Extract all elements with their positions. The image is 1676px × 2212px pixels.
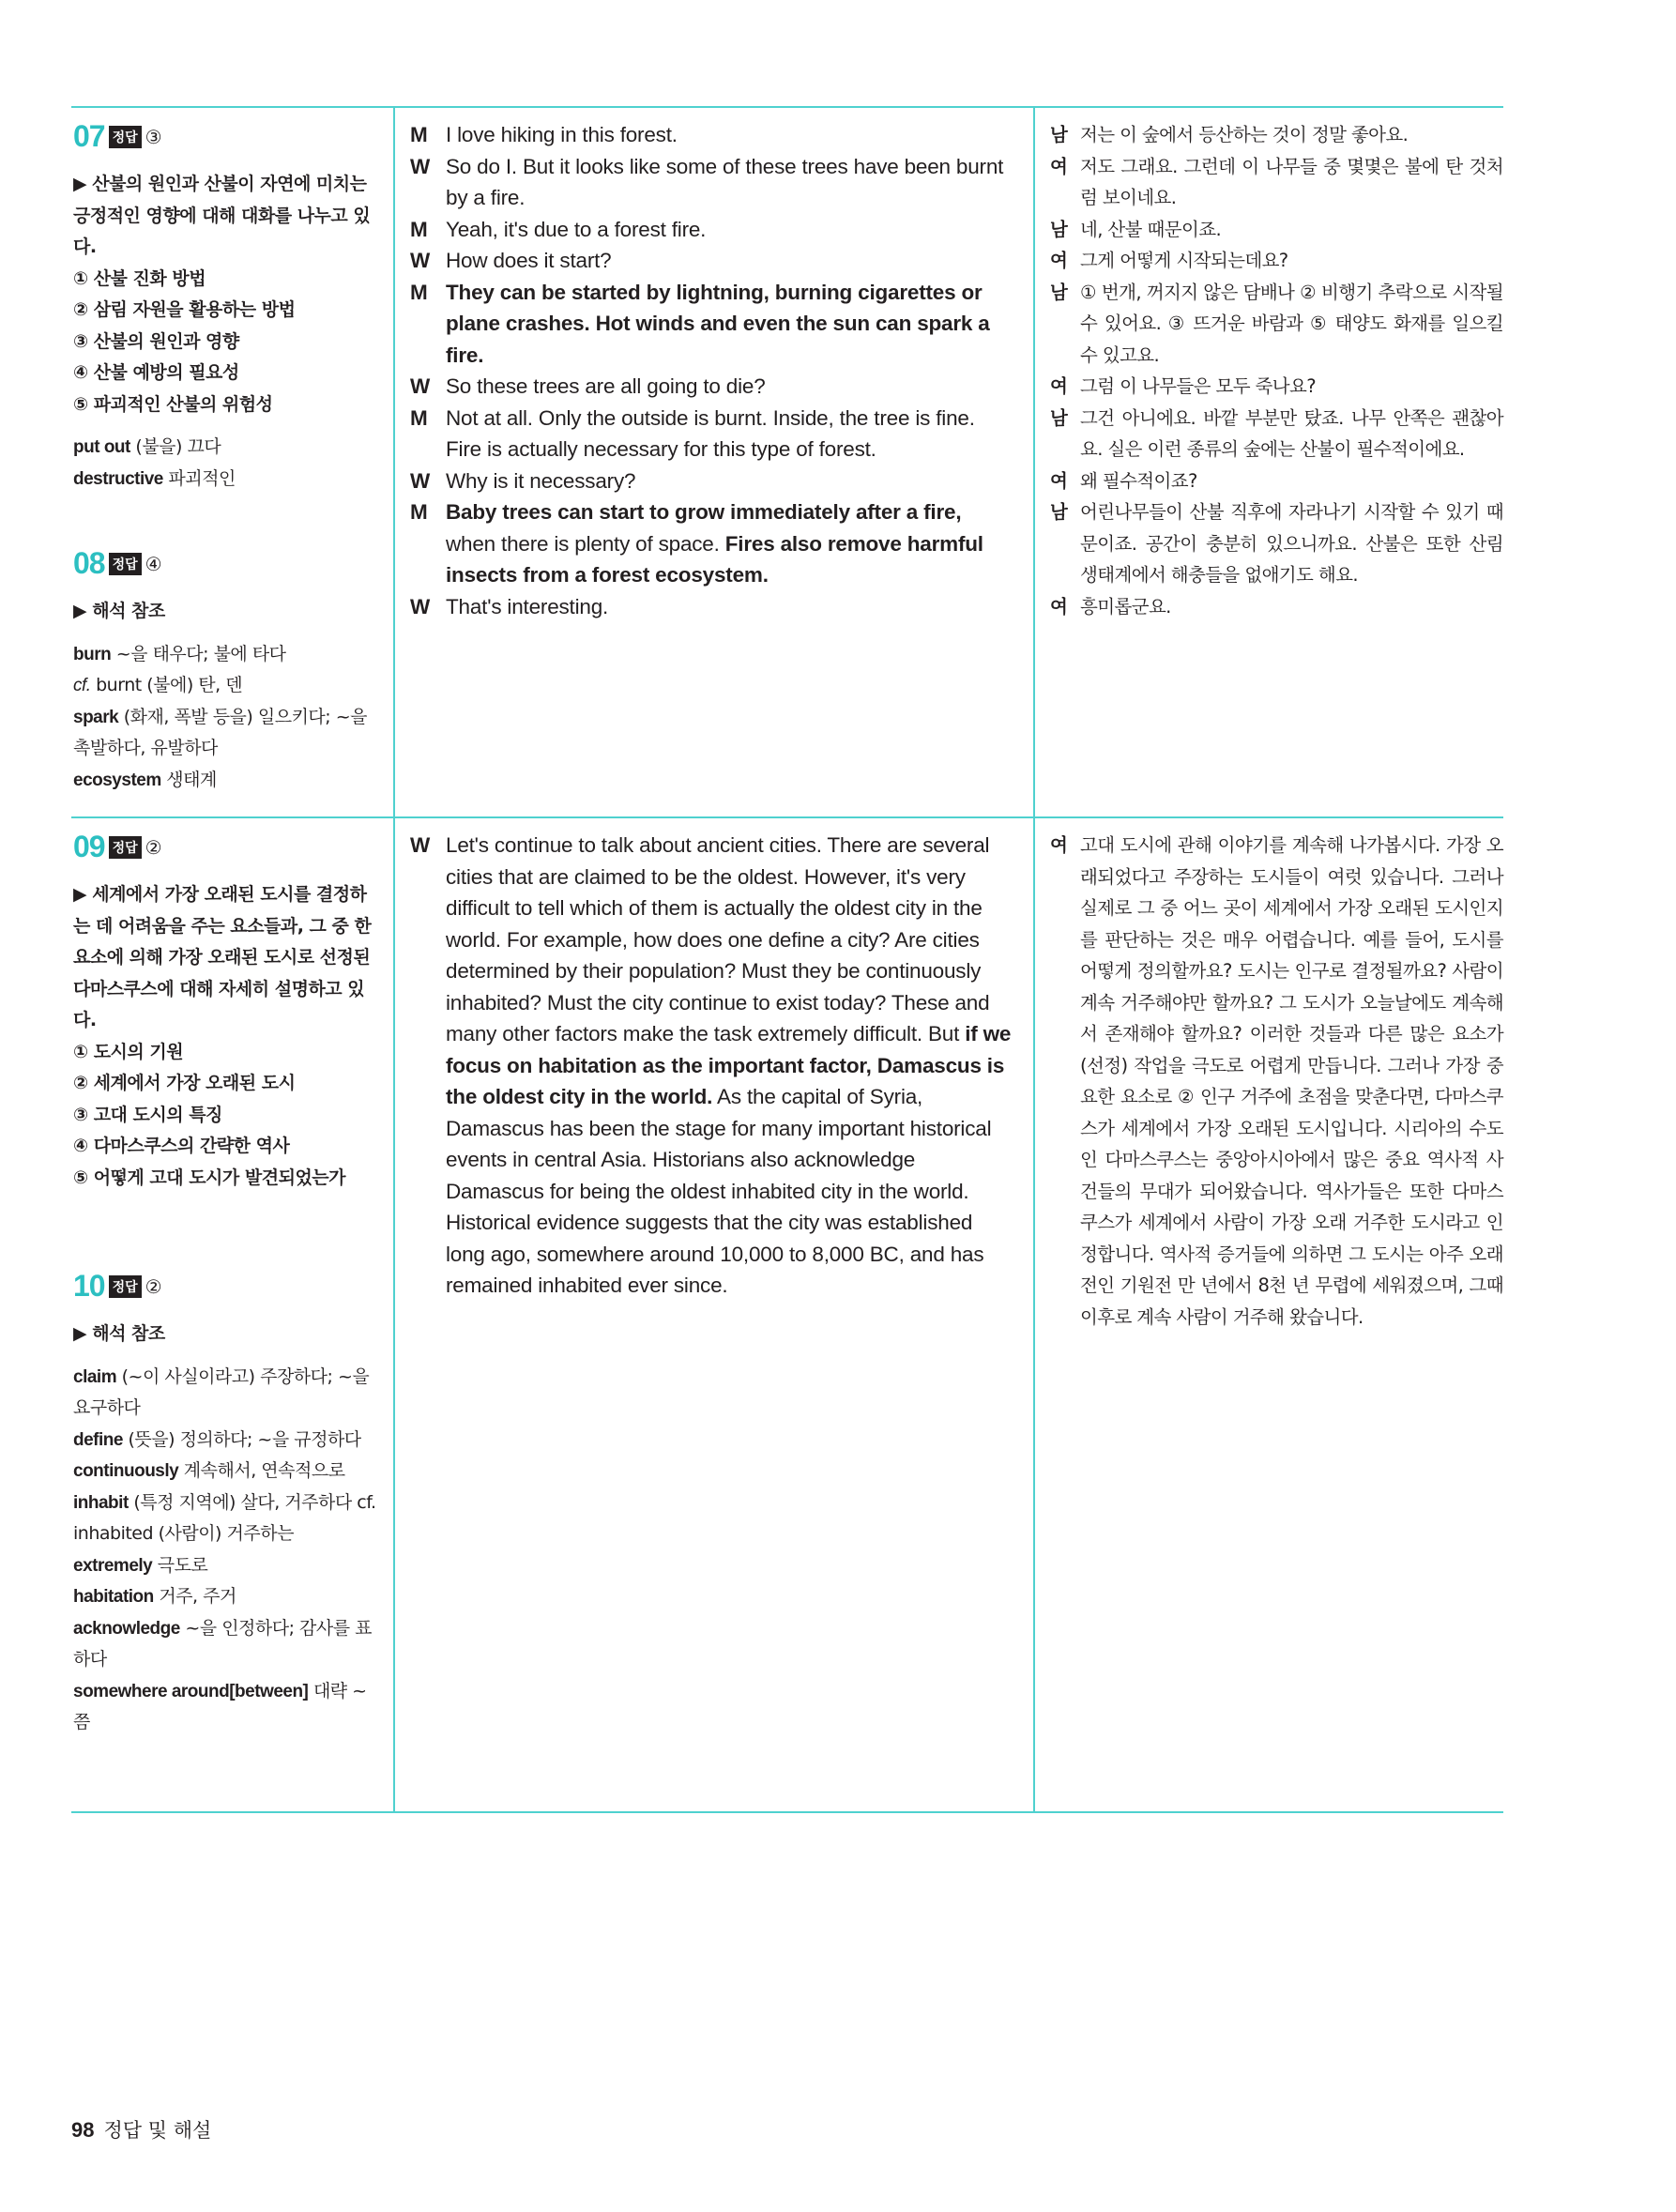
option-item: ④ 산불 예방의 필요성 <box>73 362 239 383</box>
dialogue-line <box>410 277 1014 372</box>
answer-sheet <box>71 106 1503 1813</box>
dialogue-line <box>410 496 1014 591</box>
speaker-label: 여 <box>1050 595 1068 618</box>
translation-text: 저도 그래요. 그런데 이 나무들 중 몇몇은 불에 탄 것처럼 보이네요. <box>1080 155 1503 208</box>
vocab-word: spark <box>73 707 119 727</box>
speaker-label: 여 <box>1050 375 1068 397</box>
answer-badge: 정답 <box>109 836 142 859</box>
speaker-label: M <box>410 123 428 146</box>
dialogue-line <box>410 403 1014 465</box>
speaker-label: W <box>410 249 431 272</box>
dialogue-line <box>410 245 1014 277</box>
question-number: 10 <box>73 1269 105 1303</box>
page-footer <box>71 2115 211 2143</box>
speaker-label: 여 <box>1050 834 1068 856</box>
vocab-meaning: 극도로 <box>157 1554 208 1576</box>
script-column <box>395 108 1035 816</box>
question-header-09 <box>73 830 378 864</box>
vocab-word: extremely <box>73 1555 153 1576</box>
translation-line <box>1050 119 1503 151</box>
vocab-item <box>73 639 378 671</box>
monologue-text: As the capital of Syria, Damascus has been the stage for many important historical events in central Asia. Historians also acknowledge Damascus for being the oldest inhabited city in the world. Historical evidence suggests that the city was established long ago, somewhere around 10,000 to 8,000 BC, and has remained inhabited ever since. <box>446 1085 992 1297</box>
translation-text: 어린나무들이 산불 직후에 자라나기 시작할 수 있기 때문이죠. 공간이 충분히 있으니까요. 산불은 또한 산림 생태계에서 해충들을 없애기도 해요. <box>1080 501 1503 586</box>
translation-text: 흥미롭군요. <box>1080 595 1171 618</box>
dialogue-text: Yeah, it's due to a forest fire. <box>446 217 707 241</box>
explanation-column <box>71 108 395 816</box>
speaker-label: M <box>410 500 428 524</box>
speaker-label: M <box>410 217 428 241</box>
option-item: ④ 다마스쿠스의 간략한 역사 <box>73 1136 290 1156</box>
dialogue-text: I love hiking in this forest. <box>446 123 678 146</box>
question-header-07 <box>73 119 378 154</box>
speaker-label: 남 <box>1050 406 1068 429</box>
option-item: ① 도시의 기원 <box>73 1041 184 1062</box>
vocab-word: put out <box>73 437 130 457</box>
vocab-item <box>73 765 378 797</box>
vocab-item <box>73 702 378 765</box>
dialogue-text: That's interesting. <box>446 594 609 618</box>
vocab-item <box>73 464 378 496</box>
speaker-label: 남 <box>1050 124 1068 145</box>
bottom-divider <box>71 1811 1503 1813</box>
speaker-label: W <box>410 154 431 178</box>
speaker-label: W <box>410 594 431 618</box>
translation-text: 그게 어떻게 시작되는데요? <box>1080 250 1288 271</box>
option-list <box>73 1037 378 1195</box>
dialogue-line <box>410 119 1014 151</box>
vocab-word: cf. <box>73 676 91 695</box>
vocab-word: claim <box>73 1366 117 1387</box>
translation-text: 왜 필수적이죠? <box>1080 469 1197 492</box>
dialogue-line <box>410 371 1014 403</box>
speaker-label: M <box>410 405 428 430</box>
translation-column <box>1035 108 1503 816</box>
answer-mark: ② <box>145 836 162 859</box>
answer-mark: ④ <box>145 553 162 575</box>
question-number: 07 <box>73 119 105 153</box>
vocab-item <box>73 432 378 464</box>
vocab-item <box>73 1550 378 1582</box>
script-column <box>395 818 1035 1811</box>
translation-line <box>1050 496 1503 591</box>
option-item: ⑤ 어떻게 고대 도시가 발견되었는가 <box>73 1167 346 1188</box>
speaker-label: W <box>410 468 431 493</box>
speaker-label: 남 <box>1050 281 1068 303</box>
translation-line <box>1050 277 1503 372</box>
vocab-word: burn <box>73 644 112 664</box>
monologue-text: Let's continue to talk about ancient cities. There are several cities that are claimed to be the oldest. However, it's very difficult to tell which of them is actually the oldest city in the world. For example, how does one define a city? Are cities determined by their population? Must they be continuously inhabited? Must the city continue to exist today? These and many other factors make the task extremely difficult. But <box>446 833 990 1045</box>
vocab-word: ecosystem <box>73 770 161 790</box>
vocab-meaning: ~을 인정하다; 감사를 표하다 <box>73 1617 373 1670</box>
vocab-meaning: 생태계 <box>166 769 217 790</box>
translation-text: 그럼 이 나무들은 모두 죽나요? <box>1080 375 1316 397</box>
row-q07-q08 <box>71 108 1503 816</box>
vocab-list <box>73 432 378 495</box>
vocab-item <box>73 1456 378 1487</box>
translation-text: 저는 이 숲에서 등산하는 것이 정말 좋아요. <box>1080 124 1409 145</box>
translation-text: 고대 도시에 관해 이야기를 계속해 나가봅시다. 가장 오래되었다고 주장하는 도시들이 여럿 있습니다. 그러나 실제로 그 중 어느 곳이 세계에서 가장 오래된 도시인지를 판단하는 것은 매우 어렵습니다. 예를 들어, 도시를 어떻게 정의할까요? 도시는 인구로 결정될까요? 사람이 계속 거주해야만 할까요? 그 도시가 오늘날에도 계속해서 존재해야 할까요? 이러한 것들과 다른 많은 요소가 (선정) 작업을 극도로 어렵게 만듭니다. 그러나 가장 중요한 요소로 ② 인구 거주에 초점을 맞춘다면, 다마스쿠스가 세계에서 가장 오래된 도시입니다. 시리아의 수도인 다마스쿠스는 중앙아시아에서 많은 중요 역사적 사건들의 무대가 되어왔습니다. 역사가들은 또한 다마스쿠스가 세계에서 사람이 가장 오래 거주한 도시라고 인정합니다. 역사적 증거들에 의하면 그 도시는 아주 오래전인 기원전 만 년에서 8천 년 무렵에 세워졌으며, 그때 이후로 계속 사람이 거주해 왔습니다. <box>1080 834 1503 1328</box>
answer-badge: 정답 <box>109 553 142 575</box>
answer-badge: 정답 <box>109 1275 142 1298</box>
speaker-label: 남 <box>1050 218 1068 240</box>
vocab-meaning: burnt (불에) 탄, 덴 <box>96 675 243 695</box>
option-item: ① 산불 진화 방법 <box>73 267 206 289</box>
page-number: 98 <box>71 2118 95 2142</box>
vocab-meaning: (특정 지역에) 살다, 거주하다 cf. inhabited (사람이) 거주하는 <box>73 1491 376 1544</box>
dialogue-text: when there is plenty of space. <box>446 531 725 556</box>
explanation-column <box>71 818 395 1811</box>
answer-mark: ③ <box>145 126 162 148</box>
dialogue-text: Not at all. Only the outside is burnt. Inside, the tree is fine. Fire is actually necessary for this type of forest. <box>446 405 975 461</box>
vocab-item <box>73 1362 378 1425</box>
translation-line <box>1050 403 1503 465</box>
option-list <box>73 264 378 421</box>
dialogue-text: So these trees are all going to die? <box>446 374 766 398</box>
translation-text: ① 번개, 꺼지지 않은 담배나 ② 비행기 추락으로 시작될 수 있어요. ③ 뜨거운 바람과 ⑤ 태양도 화재를 일으킬 수 있고요. <box>1080 281 1503 366</box>
question-number: 09 <box>73 830 105 863</box>
answer-mark: ② <box>145 1275 162 1298</box>
vocab-word: habitation <box>73 1587 154 1607</box>
vocab-word: inhabit <box>73 1492 129 1513</box>
vocab-item <box>73 1613 378 1676</box>
vocab-item <box>73 670 378 702</box>
vocab-item <box>73 1581 378 1613</box>
dialogue-line <box>410 465 1014 497</box>
translation-line <box>1050 830 1503 1333</box>
vocab-meaning: ~을 태우다; 불에 타다 <box>115 643 286 664</box>
question-header-08 <box>73 546 378 581</box>
dialogue-line <box>410 214 1014 246</box>
speaker-label: M <box>410 280 428 304</box>
speaker-label: W <box>410 374 431 398</box>
key-sentence: Fires also remove harmful insects from a forest ecosystem. <box>446 531 983 587</box>
vocab-word: continuously <box>73 1461 179 1481</box>
vocab-word: somewhere around[between] <box>73 1681 309 1701</box>
question-number: 08 <box>73 546 105 580</box>
translation-text: 그건 아니에요. 바깥 부분만 탔죠. 나무 안쪽은 괜찮아요. 실은 이런 종류의 숲에는 산불이 필수적이에요. <box>1080 406 1503 460</box>
key-sentence: They can be started by lightning, burning cigarettes or plane crashes. Hot winds and even the sun can spark a fire. <box>446 280 990 367</box>
translation-line <box>1050 245 1503 277</box>
vocab-list <box>73 1362 378 1739</box>
vocab-item <box>73 1425 378 1457</box>
vocab-word: define <box>73 1429 123 1450</box>
dialogue-line <box>410 151 1014 214</box>
speaker-label: W <box>410 833 431 857</box>
vocab-item <box>73 1487 378 1550</box>
translation-line <box>1050 465 1503 497</box>
vocab-meaning: (뜻을) 정의하다; ~을 규정하다 <box>128 1428 361 1450</box>
speaker-label: 여 <box>1050 469 1068 492</box>
explanation-text: ▶ 해석 참조 <box>73 601 165 621</box>
question-header-10 <box>73 1269 378 1304</box>
translation-text: 네, 산불 때문이죠. <box>1080 218 1222 240</box>
dialogue-text: How does it start? <box>446 249 612 272</box>
translation-column <box>1035 818 1503 1811</box>
key-sentence: if we focus on habitation as the important factor, Damascus is the oldest city in the world. <box>446 1022 1012 1108</box>
speaker-label: 여 <box>1050 155 1068 177</box>
option-item: ② 세계에서 가장 오래된 도시 <box>73 1073 296 1093</box>
option-item: ③ 고대 도시의 특징 <box>73 1104 222 1125</box>
vocab-item <box>73 1676 378 1739</box>
answer-badge: 정답 <box>109 126 142 148</box>
dialogue-text: Why is it necessary? <box>446 468 636 493</box>
translation-line <box>1050 151 1503 214</box>
vocab-meaning: 파괴적인 <box>168 467 236 489</box>
translation-line <box>1050 371 1503 403</box>
speaker-label: 여 <box>1050 250 1068 271</box>
dialogue-text: So do I. But it looks like some of these trees have been burnt by a fire. <box>446 154 1004 209</box>
translation-line <box>1050 214 1503 246</box>
dialogue-line <box>410 591 1014 623</box>
row-q09-q10 <box>71 818 1503 1811</box>
footer-label: 정답 및 해설 <box>103 2119 212 2142</box>
vocab-word: destructive <box>73 468 163 489</box>
vocab-list <box>73 639 378 797</box>
key-sentence: Baby trees can start to grow immediately after a fire, <box>446 500 962 524</box>
speaker-label: 남 <box>1050 501 1068 523</box>
translation-line <box>1050 591 1503 623</box>
explanation-text: ▶ 해석 참조 <box>73 1323 165 1344</box>
vocab-meaning: (불을) 끄다 <box>135 436 221 457</box>
option-item: ⑤ 파괴적인 산불의 위험성 <box>73 393 273 415</box>
option-item: ③ 산불의 원인과 영향 <box>73 330 239 352</box>
vocab-word: acknowledge <box>73 1618 180 1639</box>
monologue <box>410 830 1014 1302</box>
vocab-meaning: 대략 ~쯤 <box>73 1680 367 1732</box>
explanation-text: ▶ 세계에서 가장 오래된 도시를 결정하는 데 어려움을 주는 요소들과, 그 중 한 요소에 의해 가장 오래된 도시로 선정된 다마스쿠스에 대해 자세히 설명하고 있다. <box>73 884 372 1030</box>
vocab-meaning: (~이 사실이라고) 주장하다; ~을 요구하다 <box>73 1365 370 1418</box>
explanation-text: ▶ 산불의 원인과 산불이 자연에 미치는 긍정적인 영향에 대해 대화를 나누고 있다. <box>73 174 371 257</box>
vocab-meaning: 거주, 주거 <box>159 1586 236 1607</box>
option-item: ② 삼림 자원을 활용하는 방법 <box>73 299 296 320</box>
vocab-meaning: 계속해서, 연속적으로 <box>183 1460 345 1481</box>
vocab-meaning: (화재, 폭발 등을) 일으키다; ~을 촉발하다, 유발하다 <box>73 706 367 758</box>
